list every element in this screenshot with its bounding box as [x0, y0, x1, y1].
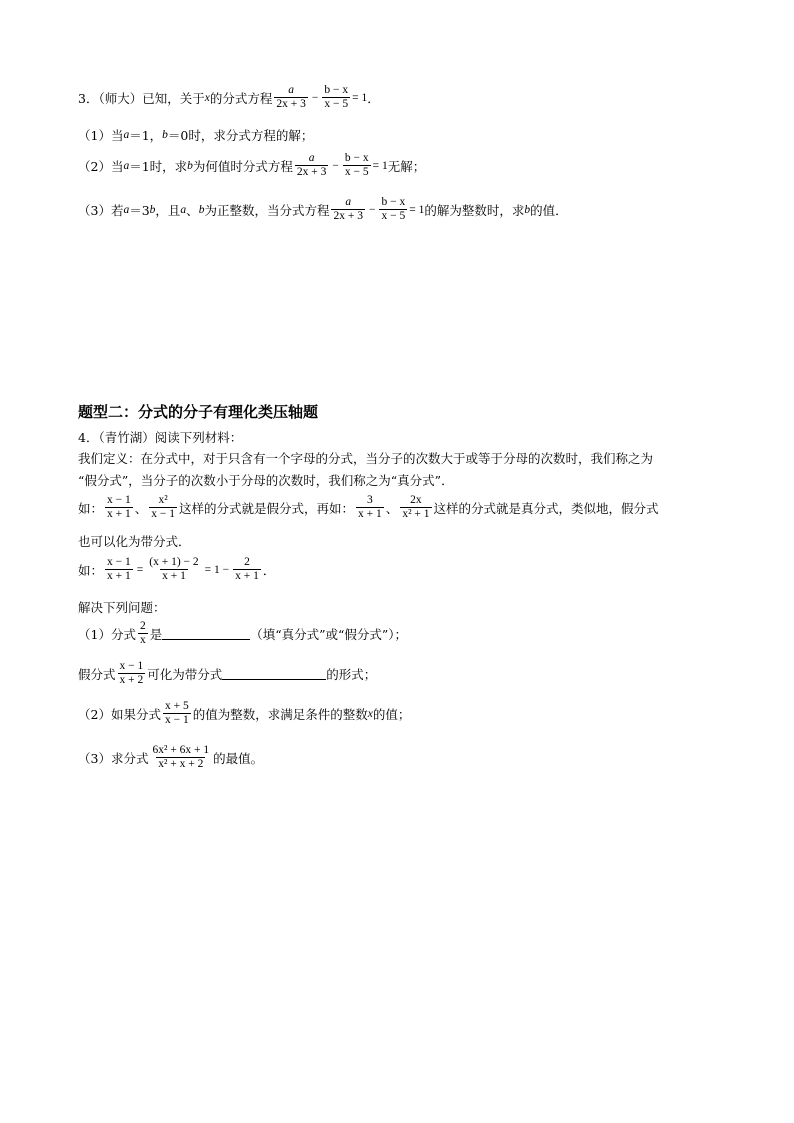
numerator: x − 1: [107, 494, 131, 506]
text: ＝0时，求分式方程的解；: [167, 128, 314, 143]
fraction: [105, 556, 133, 583]
numerator: (x + 1) − 2: [149, 556, 199, 568]
q3-part1: [78, 126, 313, 144]
text: （1）当: [78, 128, 124, 143]
fraction: [163, 700, 191, 727]
numerator: x − 1: [107, 556, 131, 568]
denominator: x + 2: [119, 674, 144, 686]
text: （填“真分式”或“假分式”）；: [250, 626, 408, 642]
denominator: x² + x + 2: [158, 758, 204, 770]
q3-stem-mid: 的分式方程: [209, 90, 273, 106]
numerator: b − x: [324, 84, 349, 96]
numerator: x + 5: [164, 700, 189, 712]
denominator: x: [139, 634, 146, 646]
fraction: [322, 84, 350, 111]
text: 的值．: [530, 202, 568, 218]
var-b: b: [187, 159, 193, 172]
text: （2）如果分式: [78, 706, 161, 722]
q4-part3: [78, 744, 263, 771]
text: 是: [149, 626, 163, 642]
var-a: a: [123, 129, 130, 141]
var-a: a: [180, 203, 187, 216]
fraction: [343, 152, 371, 179]
q4-definition-line2: “假分式”，当分子的次数小于分母的次数时，我们称之为“真分式”．: [78, 473, 454, 488]
var-b: b: [198, 203, 205, 216]
text: ，且: [155, 202, 181, 218]
numerator: a: [345, 196, 352, 208]
text: ＝1，: [129, 128, 163, 143]
denominator: 2x + 3: [296, 166, 327, 178]
separator: 、: [134, 500, 148, 516]
numerator: 2: [244, 556, 250, 568]
denominator: x² + 1: [402, 508, 430, 520]
rhs: = 1: [372, 159, 388, 172]
separator: 、: [385, 500, 399, 516]
denominator: x + 1: [358, 508, 382, 520]
denominator: x + 1: [162, 570, 186, 582]
q4-example1-cont: 也可以化为带分式．: [78, 534, 191, 549]
text: （3）若: [78, 202, 124, 218]
text: 为正整数，当分式方程: [204, 202, 330, 218]
q4-example2: [78, 556, 275, 583]
var-b: b: [149, 203, 156, 216]
fraction: [138, 620, 148, 647]
fraction: [149, 494, 177, 521]
text: 、: [186, 202, 199, 218]
numerator: x²: [158, 494, 168, 506]
text: （2）当: [78, 158, 124, 174]
text: 为何值时分式方程: [192, 158, 293, 174]
text: （3）求分式: [78, 750, 149, 766]
q4-stem: 4．（青竹湖）阅读下列材料：: [78, 430, 243, 445]
var-a: a: [123, 203, 130, 216]
numerator: 6x² + 6x + 1: [152, 744, 210, 756]
denominator: x + 1: [235, 570, 259, 582]
q4-solve-heading: 解决下列问题：: [78, 600, 166, 615]
q4-example1: [78, 494, 659, 521]
minus-sign: −: [311, 91, 319, 104]
minus-sign: −: [368, 203, 376, 216]
numerator: b − x: [381, 196, 406, 208]
text: ＝1时，求: [129, 158, 188, 174]
q4-definition-line1: 我们定义：在分式中，对于只含有一个字母的分式，当分子的次数大于或等于分母的次数时，我们称之为: [78, 451, 654, 466]
q3-part2: [78, 152, 425, 179]
denominator: x − 5: [381, 210, 406, 222]
var-b: b: [162, 129, 168, 141]
section-title: 题型二：分式的分子有理化类压轴题: [78, 403, 319, 421]
text: （1）分式: [78, 626, 136, 642]
fraction: [331, 196, 365, 223]
numerator: b − x: [344, 152, 369, 164]
text: 的解为整数时，求: [424, 202, 525, 218]
denominator: x + 1: [107, 570, 131, 582]
q4-part2: [78, 700, 410, 727]
text: 这样的分式就是真分式，类似地，假分式: [433, 500, 659, 516]
equals-sign: =: [136, 563, 144, 576]
numerator: a: [288, 84, 294, 96]
fraction: [118, 660, 146, 687]
fraction: [356, 494, 384, 521]
text: ．: [262, 562, 276, 578]
q3-stem: [78, 84, 380, 111]
fraction: [295, 152, 329, 179]
text: 无解；: [387, 158, 426, 174]
text: 如：: [78, 500, 104, 516]
text: 的最值。: [213, 750, 264, 766]
rhs: = 1: [409, 203, 425, 216]
q3-stem-pre: 3．（师大）已知，关于: [78, 90, 205, 106]
numerator: a: [308, 152, 315, 164]
text: 这样的分式就是假分式，再如：: [179, 500, 355, 516]
denominator: x − 5: [324, 98, 349, 110]
rhs: = 1: [352, 91, 368, 104]
fraction: [400, 494, 431, 521]
text: 的值；: [372, 706, 411, 722]
denominator: x − 1: [164, 714, 189, 726]
text: ＝3: [129, 202, 150, 218]
var-b: b: [524, 203, 531, 216]
text: 假分式: [78, 666, 116, 682]
answer-blank[interactable]: [222, 667, 326, 680]
var-x: x: [367, 707, 373, 720]
q4-part1b: [78, 660, 376, 687]
var-a: a: [123, 159, 130, 172]
text: 可化为带分式: [147, 666, 223, 682]
text: 的值为整数，求满足条件的整数: [192, 706, 368, 722]
q3-part3: [78, 196, 568, 223]
q3-stem-var: x: [204, 91, 210, 104]
fraction: [274, 84, 308, 111]
text: 的形式；: [326, 666, 377, 682]
numerator: 2: [139, 620, 146, 632]
fraction: [105, 494, 133, 521]
denominator: 2x + 3: [276, 98, 306, 110]
denominator: x + 1: [107, 508, 131, 520]
equals-sign: = 1 −: [204, 563, 230, 576]
numerator: 3: [367, 494, 373, 506]
fraction: [379, 196, 407, 223]
denominator: x − 1: [151, 508, 176, 520]
q3-stem-end: ．: [367, 90, 380, 106]
text: 如：: [78, 562, 104, 578]
answer-blank[interactable]: [162, 627, 250, 640]
denominator: x − 5: [344, 166, 369, 178]
denominator: 2x + 3: [333, 210, 363, 222]
q4-part1: [78, 620, 407, 647]
numerator: x − 1: [119, 660, 144, 672]
numerator: 2x: [410, 494, 422, 506]
fraction: [147, 556, 200, 583]
fraction: [233, 556, 261, 583]
minus-sign: −: [332, 159, 339, 172]
fraction: [150, 744, 211, 771]
